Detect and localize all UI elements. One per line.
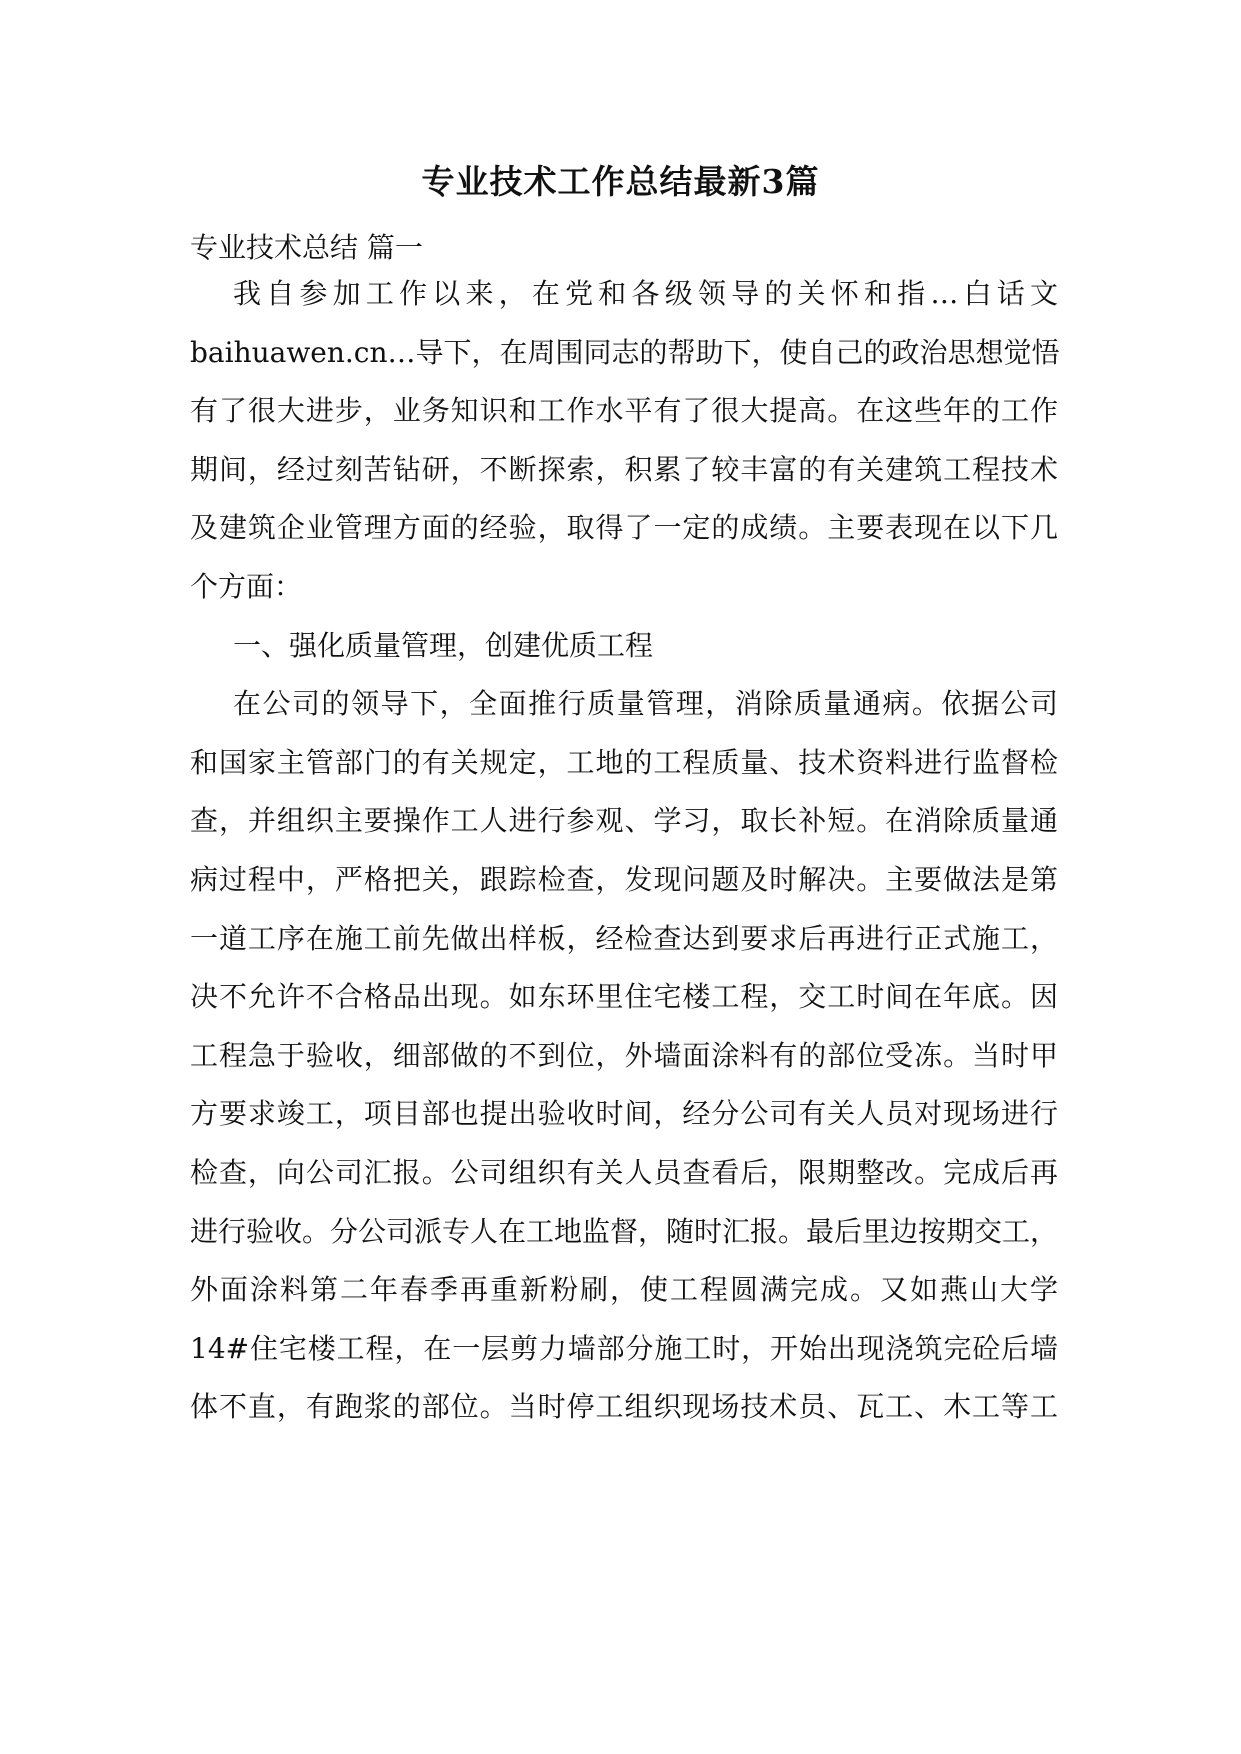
body-line: 个方面： [190,570,303,603]
body-line: 病过程中，严格把关，跟踪检查，发现问题及时解决。主要做法是第 [190,863,1058,896]
body-line: baihuawen.cn…导下，在周围同志的帮助下，使自己的政治思想觉悟 [190,336,1060,369]
body-line: 和国家主管部门的有关规定，工地的工程质量、技术资料进行监督检 [190,746,1058,779]
section-heading: 专业技术总结 篇一 [190,231,423,264]
body-line: 及建筑企业管理方面的经验，取得了一定的成绩。主要表现在以下几 [190,511,1058,544]
body-line: 期间，经过刻苦钻研，不断探索，积累了较丰富的有关建筑工程技术 [190,453,1058,486]
body-line: 外面涂料第二年春季再重新粉刷，使工程圆满完成。又如燕山大学 [190,1273,1058,1306]
body-line: 检查，向公司汇报。公司组织有关人员查看后，限期整改。完成后再 [190,1156,1058,1189]
body-line: 决不允许不合格品出现。如东环里住宅楼工程，交工时间在年底。因 [190,980,1058,1013]
body-line: 我自参加工作以来，在党和各级领导的关怀和指…白话文 [233,277,1058,310]
document-title: 专业技术工作总结最新3篇 [421,162,820,201]
body-line: 进行验收。分公司派专人在工地监督，随时汇报。最后里边按期交工， [190,1215,1059,1248]
body-line: 在公司的领导下，全面推行质量管理，消除质量通病。依据公司 [233,687,1058,720]
body-line: 工程急于验收，细部做的不到位，外墙面涂料有的部位受冻。当时甲 [190,1039,1058,1072]
body-line: 查，并组织主要操作工人进行参观、学习，取长补短。在消除质量通 [190,804,1058,837]
body-line: 有了很大进步，业务知识和工作水平有了很大提高。在这些年的工作 [190,394,1058,427]
body-line: 体不直，有跑浆的部位。当时停工组织现场技术员、瓦工、木工等工 [190,1390,1058,1423]
body-line: 一道工序在施工前先做出样板，经检查达到要求后再进行正式施工， [190,922,1058,955]
body-line: 一、强化质量管理，创建优质工程 [233,629,654,662]
body-line: 方要求竣工，项目部也提出验收时间，经分公司有关人员对现场进行 [190,1097,1058,1130]
body-line: 14#住宅楼工程，在一层剪力墙部分施工时，开始出现浇筑完砼后墙 [190,1332,1058,1365]
